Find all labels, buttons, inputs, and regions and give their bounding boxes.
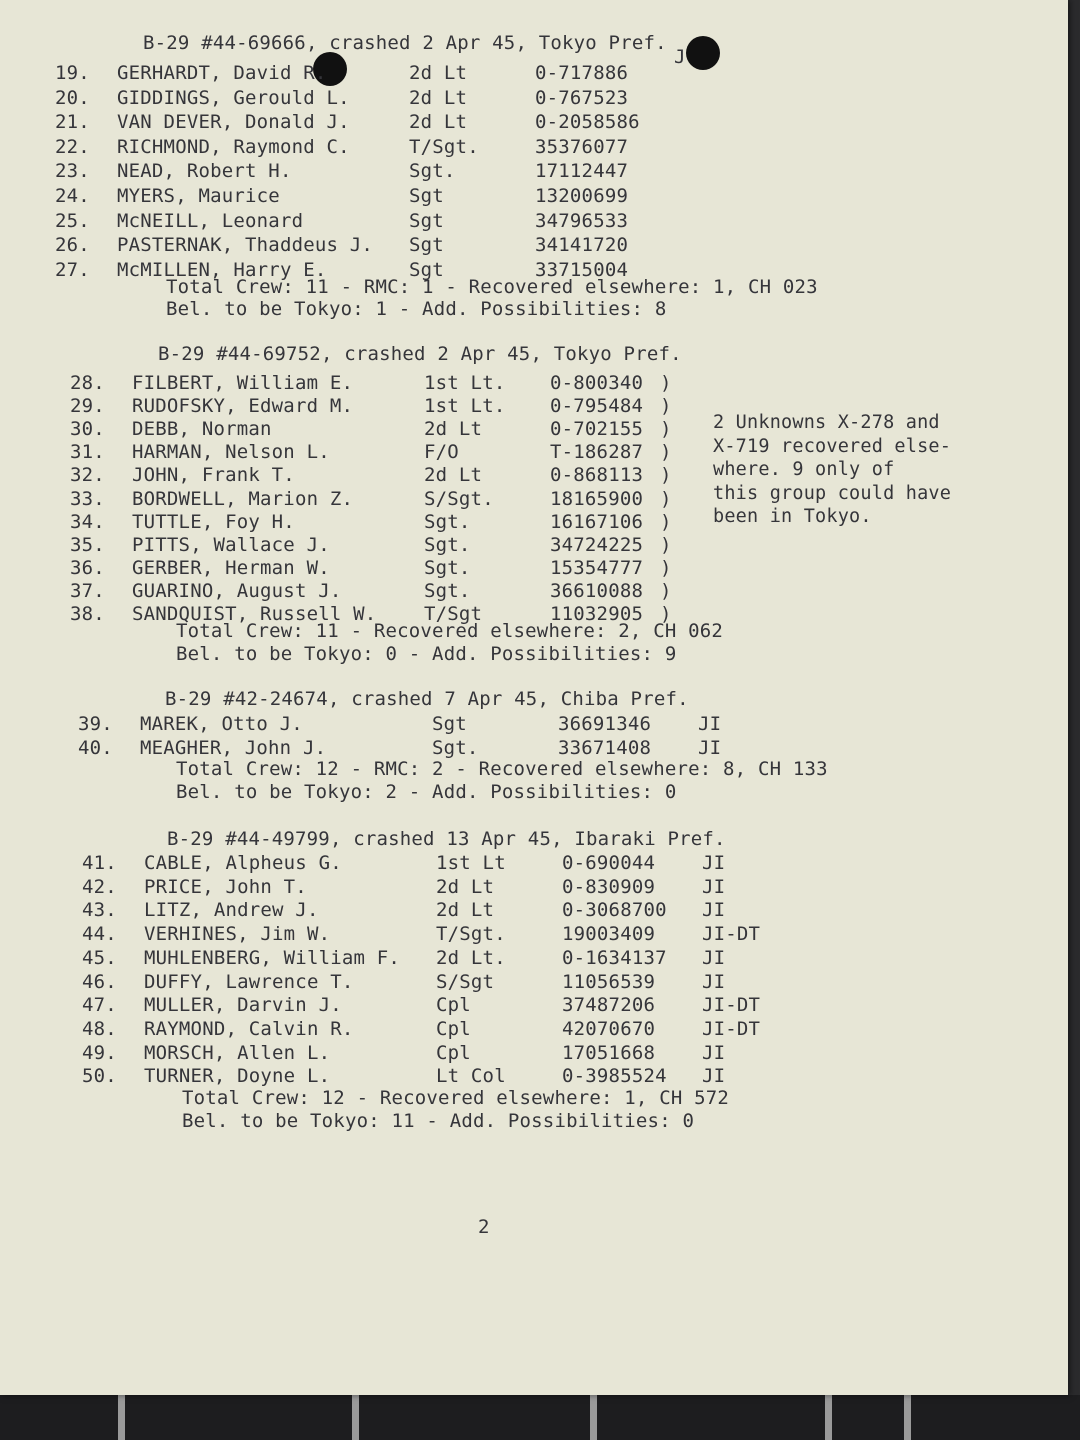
serial-number: 36610088 <box>550 579 644 602</box>
crew-rank: 2d Lt <box>409 111 468 134</box>
serial-number: 18165900 <box>550 487 644 510</box>
row-number: 37. <box>70 579 105 602</box>
crew-rank: Sgt <box>409 209 444 232</box>
crew-rank: 1st Lt. <box>424 372 506 394</box>
serial-number: 11032905 <box>550 603 644 625</box>
crew-name: HARMAN, Nelson L. <box>132 441 330 464</box>
status-note: ) <box>660 603 672 625</box>
crew-rank: Sgt <box>432 713 467 735</box>
crew-rank: Sgt. <box>432 736 479 759</box>
crew-rank: Sgt <box>409 234 444 257</box>
crew-name: MAREK, Otto J. <box>140 713 303 735</box>
crew-name: GERBER, Herman W. <box>132 556 330 579</box>
row-number: 34. <box>70 510 105 533</box>
crew-rank: 2d Lt <box>409 62 468 84</box>
serial-number: 42070670 <box>562 1017 656 1040</box>
serial-number: 0-690044 <box>562 852 656 874</box>
crew-rank: T/Sgt. <box>409 135 479 158</box>
crew-rank: 2d Lt <box>424 464 483 487</box>
crew-rank: 1st Lt. <box>424 395 506 418</box>
serial-number: 17051668 <box>562 1041 656 1064</box>
crew-rank: 2d Lt <box>436 899 495 922</box>
group-summary-crew: Total Crew: 12 - Recovered elsewhere: 1, CH 572 <box>182 1087 730 1109</box>
crew-rank: S/Sgt. <box>424 487 494 510</box>
row-number: 25. <box>55 209 90 232</box>
crew-name: CABLE, Alpheus G. <box>144 852 342 874</box>
crew-name: MYERS, Maurice <box>117 185 280 207</box>
crew-rank: Sgt. <box>424 533 471 556</box>
crew-rank: 2d Lt. <box>436 946 506 969</box>
group-header: B-29 #42-24674, crashed 7 Apr 45, Chiba Pref. <box>165 688 689 710</box>
status-note: JI <box>702 852 726 874</box>
group-header: B-29 #44-69752, crashed 2 Apr 45, Tokyo Pref. <box>158 343 682 365</box>
row-number: 35. <box>70 533 105 556</box>
row-number: 19. <box>55 62 90 84</box>
status-note: ) <box>660 441 672 464</box>
crew-rank: T/Sgt <box>424 603 483 625</box>
status-note: ) <box>660 533 672 556</box>
crew-name: MEAGHER, John J. <box>140 736 327 759</box>
serial-number: 0-767523 <box>535 86 629 109</box>
serial-number: 33671408 <box>558 736 652 759</box>
row-number: 23. <box>55 160 90 183</box>
serial-number: 0-717886 <box>535 62 629 84</box>
status-note: JI <box>702 899 726 922</box>
status-note: ) <box>660 464 672 487</box>
crew-name: NEAD, Robert H. <box>117 160 292 183</box>
serial-number: 36691346 <box>558 713 652 735</box>
crew-rank: 2d Lt <box>436 875 495 898</box>
group-summary-crew: Total Crew: 11 - Recovered elsewhere: 2, CH 062 <box>176 620 724 642</box>
row-number: 26. <box>55 234 90 257</box>
row-number: 29. <box>70 395 105 418</box>
status-note: ) <box>660 372 672 394</box>
row-number: 49. <box>82 1041 117 1064</box>
row-number: 50. <box>82 1065 117 1088</box>
row-number: 21. <box>55 111 90 134</box>
desk-background <box>0 1395 1080 1440</box>
crew-name: PITTS, Wallace J. <box>132 533 330 556</box>
crew-name: PASTERNAK, Thaddeus J. <box>117 234 374 257</box>
group-summary-tokyo: Bel. to be Tokyo: 11 - Add. Possibilities: 0 <box>182 1110 695 1132</box>
group-summary-tokyo: Bel. to be Tokyo: 2 - Add. Possibilities: 0 <box>176 781 677 803</box>
serial-number: 0-868113 <box>550 464 644 487</box>
serial-number: 0-3985524 <box>562 1065 667 1088</box>
serial-number: 19003409 <box>562 923 656 946</box>
crew-name: MORSCH, Allen L. <box>144 1041 331 1064</box>
serial-number: T-186287 <box>550 441 644 464</box>
row-number: 39. <box>78 713 113 735</box>
row-number: 45. <box>82 946 117 969</box>
status-note: JI <box>698 713 722 735</box>
serial-number: 0-830909 <box>562 875 656 898</box>
serial-number: 0-800340 <box>550 372 644 394</box>
row-number: 36. <box>70 556 105 579</box>
crew-rank: Sgt. <box>424 556 471 579</box>
status-note: JI <box>702 1065 726 1088</box>
serial-number: 0-702155 <box>550 418 644 441</box>
status-note: JI-DT <box>702 923 761 946</box>
crew-name: PRICE, John T. <box>144 875 307 898</box>
punch-hole-right <box>686 36 720 70</box>
crew-name: RAYMOND, Calvin R. <box>144 1017 354 1040</box>
crew-name: BORDWELL, Marion Z. <box>132 487 354 510</box>
crew-name: FILBERT, William E. <box>132 372 354 394</box>
status-note: JI-DT <box>702 994 761 1017</box>
group-summary-tokyo: Bel. to be Tokyo: 0 - Add. Possibilities: 9 <box>176 643 677 665</box>
serial-number: 0-795484 <box>550 395 644 418</box>
status-note: JI <box>702 875 726 898</box>
crew-name: GIDDINGS, Gerould L. <box>117 86 350 109</box>
status-note: JI <box>702 1041 726 1064</box>
status-note: ) <box>660 418 672 441</box>
crew-rank: Sgt <box>409 185 444 207</box>
group-header: B-29 #44-69666, crashed 2 Apr 45, Tokyo Pref. <box>143 32 667 54</box>
serial-number: 34724225 <box>550 533 644 556</box>
crew-rank: Sgt <box>409 258 444 281</box>
status-note: ) <box>660 556 672 579</box>
crew-name: LITZ, Andrew J. <box>144 899 319 922</box>
crew-name: DUFFY, Lawrence T. <box>144 970 354 993</box>
row-number: 32. <box>70 464 105 487</box>
row-number: 33. <box>70 487 105 510</box>
crew-name: GUARINO, August J. <box>132 579 342 602</box>
status-note: ) <box>660 510 672 533</box>
side-note: 2 Unknowns X-278 and X-719 recovered else- where. 9 only of this group could have been in Tokyo. <box>713 412 952 527</box>
page-number: 2 <box>478 1216 490 1238</box>
status-note: JI-DT <box>702 1017 761 1040</box>
serial-number: 13200699 <box>535 185 629 207</box>
crew-rank: 1st Lt <box>436 852 506 874</box>
row-number: 41. <box>82 852 117 874</box>
row-number: 44. <box>82 923 117 946</box>
crew-name: TURNER, Doyne L. <box>144 1065 331 1088</box>
row-number: 43. <box>82 899 117 922</box>
crew-name: VERHINES, Jim W. <box>144 923 331 946</box>
crew-name: RUDOFSKY, Edward M. <box>132 395 354 418</box>
serial-number: 33715004 <box>535 258 629 281</box>
crew-rank: Lt Col <box>436 1065 506 1088</box>
row-number: 27. <box>55 258 90 281</box>
crew-rank: 2d Lt <box>409 86 468 109</box>
crew-name: SANDQUIST, Russell W. <box>132 603 377 625</box>
crew-name: McNEILL, Leonard <box>117 209 304 232</box>
serial-number: 11056539 <box>562 970 656 993</box>
crew-rank: F/O <box>424 441 459 464</box>
crew-name: DEBB, Norman <box>132 418 272 441</box>
serial-number: 37487206 <box>562 994 656 1017</box>
status-note: JI <box>702 946 726 969</box>
status-note: ) <box>660 395 672 418</box>
serial-number: 17112447 <box>535 160 629 183</box>
row-number: 40. <box>78 736 113 759</box>
row-number: 38. <box>70 603 105 625</box>
group-summary-crew: Total Crew: 12 - RMC: 2 - Recovered elsewhere: 8, CH 133 <box>176 758 828 780</box>
crew-name: JOHN, Frank T. <box>132 464 295 487</box>
status-note: JI <box>698 736 722 759</box>
serial-number: 35376077 <box>535 135 629 158</box>
crew-rank: Cpl <box>436 994 471 1017</box>
crew-name: MUHLENBERG, William F. <box>144 946 401 969</box>
serial-number: 16167106 <box>550 510 644 533</box>
group-summary-crew: Total Crew: 11 - RMC: 1 - Recovered elsewhere: 1, CH 023 <box>166 276 818 298</box>
row-number: 46. <box>82 970 117 993</box>
group-summary-tokyo: Bel. to be Tokyo: 1 - Add. Possibilities: 8 <box>166 298 667 320</box>
serial-number: 0-3068700 <box>562 899 667 922</box>
crew-name: VAN DEVER, Donald J. <box>117 111 350 134</box>
serial-number: 15354777 <box>550 556 644 579</box>
crew-rank: Sgt. <box>409 160 456 183</box>
row-number: 42. <box>82 875 117 898</box>
crew-name: McMILLEN, Harry E. <box>117 258 327 281</box>
crew-name: MULLER, Darvin J. <box>144 994 342 1017</box>
row-number: 20. <box>55 86 90 109</box>
serial-number: 34141720 <box>535 234 629 257</box>
crew-name: RICHMOND, Raymond C. <box>117 135 350 158</box>
crew-name: TUTTLE, Foy H. <box>132 510 295 533</box>
row-number: 24. <box>55 185 90 207</box>
serial-number: 0-2058586 <box>535 111 640 134</box>
row-number: 48. <box>82 1017 117 1040</box>
crew-rank: 2d Lt <box>424 418 483 441</box>
serial-number: 34796533 <box>535 209 629 232</box>
row-number: 31. <box>70 441 105 464</box>
group-header: B-29 #44-49799, crashed 13 Apr 45, Ibaraki Pref. <box>167 828 726 850</box>
row-number: 22. <box>55 135 90 158</box>
crew-rank: Sgt. <box>424 510 471 533</box>
crew-rank: Sgt. <box>424 579 471 602</box>
row-number: 28. <box>70 372 105 394</box>
row-number: 47. <box>82 994 117 1017</box>
status-note: ) <box>660 487 672 510</box>
status-note: JI <box>702 970 726 993</box>
crew-name: GERHARDT, David R. <box>117 62 327 84</box>
header-mark: J <box>674 46 686 68</box>
row-number: 30. <box>70 418 105 441</box>
crew-rank: T/Sgt. <box>436 923 506 946</box>
crew-rank: Cpl <box>436 1017 471 1040</box>
status-note: ) <box>660 579 672 602</box>
crew-rank: Cpl <box>436 1041 471 1064</box>
crew-rank: S/Sgt <box>436 970 495 993</box>
serial-number: 0-1634137 <box>562 946 667 969</box>
